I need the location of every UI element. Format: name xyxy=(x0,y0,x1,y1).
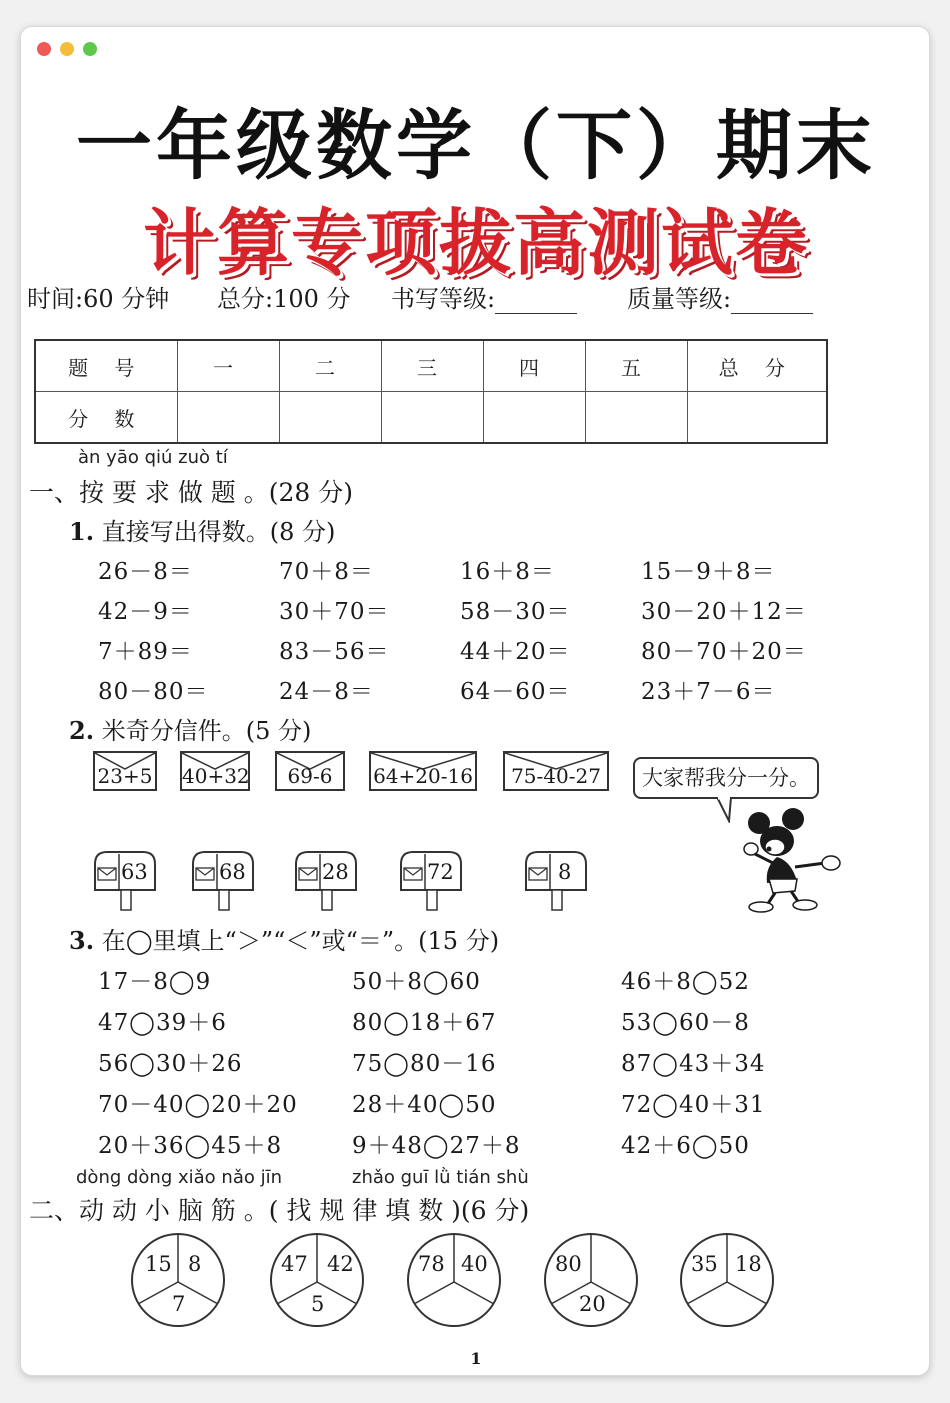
q2-title xyxy=(69,711,311,746)
page-number: 1 xyxy=(470,1349,482,1368)
section2-pinyin-right: zhǎo guī lǜ tián shù xyxy=(352,1167,529,1188)
score-input-cell[interactable] xyxy=(585,392,687,444)
circle-value-b: 8 xyxy=(188,1252,202,1276)
q3-expr: 75◯80－16 xyxy=(352,1051,497,1077)
mailbox[interactable] xyxy=(294,850,358,916)
score-header-cell: 二 xyxy=(279,340,381,392)
quality-grade-blank[interactable] xyxy=(731,288,813,314)
q1-number: 1. xyxy=(69,517,95,546)
q3-expr: 47◯39＋6 xyxy=(98,1010,227,1036)
q3-title xyxy=(69,921,499,956)
q2-title-text: 米奇分信件。(5 分) xyxy=(101,717,312,745)
score-header-cell: 四 xyxy=(483,340,585,392)
mailbox-icon xyxy=(524,850,588,912)
q3-expr: 17－8◯9 xyxy=(98,969,212,995)
q1-expr: 30－20＋12＝ xyxy=(641,599,807,625)
q3-expr: 20＋36◯45＋8 xyxy=(98,1133,283,1159)
info-total: 总分:100 分 xyxy=(217,285,351,313)
q2-number: 2. xyxy=(69,716,95,745)
score-header-cell: 总 分 xyxy=(687,340,827,392)
pattern-circle-shape xyxy=(679,1232,775,1328)
circle-value-c: 7 xyxy=(172,1292,186,1316)
score-header-cell: 五 xyxy=(585,340,687,392)
mailbox[interactable] xyxy=(399,850,463,916)
mailbox[interactable] xyxy=(524,850,588,916)
circle-value-b: 40 xyxy=(461,1252,488,1276)
mailbox[interactable] xyxy=(191,850,255,916)
q3-expr: 46＋8◯52 xyxy=(621,969,750,995)
q1-expr: 80－80＝ xyxy=(98,679,209,705)
mailbox-number: 72 xyxy=(427,860,454,884)
q3-expr: 53◯60－8 xyxy=(621,1010,750,1036)
circle-value-a: 47 xyxy=(281,1252,308,1276)
score-row-label: 分 数 xyxy=(35,392,177,444)
writing-grade-blank[interactable] xyxy=(495,288,577,314)
envelope[interactable] xyxy=(93,751,157,791)
mailbox[interactable] xyxy=(93,850,157,916)
envelope-label: 64+20-16 xyxy=(373,764,473,788)
envelope-label: 75-40-27 xyxy=(511,764,601,788)
q1-expr: 15－9＋8＝ xyxy=(641,559,776,585)
circle-value-a: 80 xyxy=(555,1252,582,1276)
circle-value-b: 18 xyxy=(735,1252,762,1276)
envelope[interactable] xyxy=(180,751,250,791)
pattern-circle[interactable] xyxy=(406,1232,502,1332)
score-input-cell[interactable] xyxy=(177,392,279,444)
envelope-label: 40+32 xyxy=(182,764,250,788)
q1-expr: 83－56＝ xyxy=(279,639,390,665)
q3-expr: 28＋40◯50 xyxy=(352,1092,497,1118)
info-quality-label: 质量等级: xyxy=(627,285,732,313)
q3-number: 3. xyxy=(69,926,95,955)
info-quality xyxy=(627,279,813,314)
pattern-circle[interactable] xyxy=(130,1232,226,1332)
q1-expr: 30＋70＝ xyxy=(279,599,390,625)
maximize-window-button[interactable] xyxy=(83,42,97,56)
circle-value-b: 42 xyxy=(327,1252,354,1276)
pattern-circle[interactable] xyxy=(269,1232,365,1332)
info-time: 时间:60 分钟 xyxy=(27,285,170,313)
q3-expr: 50＋8◯60 xyxy=(352,969,481,995)
speech-bubble: 大家帮我分一分。 xyxy=(633,757,819,799)
q1-expr: 44＋20＝ xyxy=(460,639,571,665)
score-header-cell: 三 xyxy=(381,340,483,392)
pattern-circle[interactable] xyxy=(543,1232,639,1332)
info-writing xyxy=(391,279,577,314)
score-header-cell: 题 号 xyxy=(35,340,177,392)
q3-expr: 72◯40＋31 xyxy=(621,1092,766,1118)
q1-expr: 64－60＝ xyxy=(460,679,571,705)
q3-expr: 80◯18＋67 xyxy=(352,1010,497,1036)
pattern-circle[interactable] xyxy=(679,1232,775,1332)
envelope[interactable] xyxy=(275,751,345,791)
minimize-window-button[interactable] xyxy=(60,42,74,56)
section2-pinyin-left: dòng dòng xiǎo nǎo jīn xyxy=(76,1167,282,1188)
q1-expr: 80－70＋20＝ xyxy=(641,639,807,665)
mailbox-number: 68 xyxy=(219,860,246,884)
q3-expr: 9＋48◯27＋8 xyxy=(352,1133,521,1159)
q1-title xyxy=(69,512,335,547)
score-header-cell: 一 xyxy=(177,340,279,392)
q1-title-text: 直接写出得数。(8 分) xyxy=(101,518,336,546)
q3-expr: 56◯30＋26 xyxy=(98,1051,243,1077)
q3-expr: 42＋6◯50 xyxy=(621,1133,750,1159)
section1-pinyin: àn yāo qiú zuò tí xyxy=(78,447,228,468)
section1-heading: 一、按 要 求 做 题 。(28 分) xyxy=(29,478,353,507)
q1-expr: 70＋8＝ xyxy=(279,559,374,585)
q1-expr: 7＋89＝ xyxy=(98,639,193,665)
circle-value-c: 5 xyxy=(311,1292,325,1316)
page-title: 一年级数学（下）期末 xyxy=(76,101,876,190)
q1-expr: 24－8＝ xyxy=(279,679,374,705)
score-input-cell[interactable] xyxy=(279,392,381,444)
mailbox-number: 8 xyxy=(558,860,572,884)
envelope-label: 69-6 xyxy=(287,764,333,788)
page-subtitle: 计算专项拔高测试卷 xyxy=(142,201,809,285)
score-input-cell[interactable] xyxy=(381,392,483,444)
score-table xyxy=(34,339,828,444)
score-table-score-row xyxy=(35,392,827,444)
mailbox-number: 28 xyxy=(322,860,349,884)
envelope[interactable] xyxy=(369,751,477,791)
section2-heading: 二、动 动 小 脑 筋 。( 找 规 律 填 数 )(6 分) xyxy=(29,1196,530,1225)
q3-expr: 87◯43＋34 xyxy=(621,1051,766,1077)
q3-title-text: 在◯里填上“＞”“＜”或“＝”。(15 分) xyxy=(101,927,500,955)
envelope[interactable] xyxy=(503,751,609,791)
mickey-mouse-illustration xyxy=(733,807,843,915)
q1-expr: 58－30＝ xyxy=(460,599,571,625)
q1-expr: 23＋7－6＝ xyxy=(641,679,776,705)
circle-value-c: 20 xyxy=(579,1292,606,1316)
q1-expr: 42－9＝ xyxy=(98,599,193,625)
mailbox-number: 63 xyxy=(121,860,148,884)
circle-value-a: 78 xyxy=(418,1252,445,1276)
window-titlebar xyxy=(21,27,929,71)
score-table-header-row xyxy=(35,340,827,392)
browser-window xyxy=(20,26,930,1376)
score-input-cell[interactable] xyxy=(483,392,585,444)
info-writing-label: 书写等级: xyxy=(391,285,496,313)
q1-expr: 16＋8＝ xyxy=(460,559,555,585)
envelope-label: 23+5 xyxy=(97,764,153,788)
close-window-button[interactable] xyxy=(37,42,51,56)
circle-value-a: 35 xyxy=(691,1252,718,1276)
q1-expr: 26－8＝ xyxy=(98,559,193,585)
q3-expr: 70－40◯20＋20 xyxy=(98,1092,298,1118)
circle-value-a: 15 xyxy=(145,1252,172,1276)
pattern-circle-shape xyxy=(406,1232,502,1328)
score-input-cell[interactable] xyxy=(687,392,827,444)
